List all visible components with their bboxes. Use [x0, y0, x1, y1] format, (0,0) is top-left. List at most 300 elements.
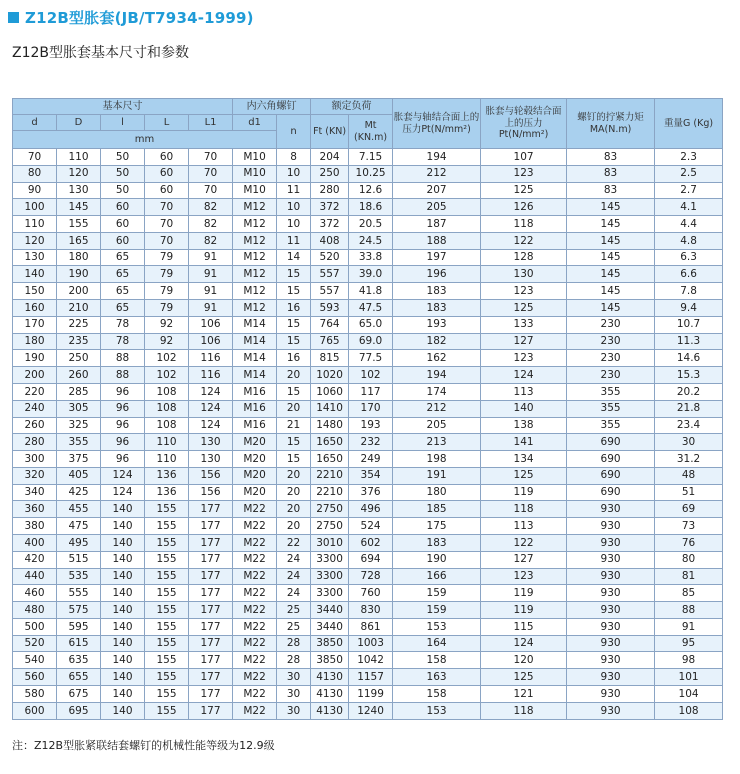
cell-ft: 3440	[311, 618, 349, 635]
cell-mt: 39.0	[349, 266, 393, 283]
cell-n: 20	[277, 484, 311, 501]
cell-hub-pressure: 124	[481, 367, 567, 384]
cell-mt: 496	[349, 501, 393, 518]
cell-d1: M22	[233, 585, 277, 602]
footnote: 注：Z12B型胀紧联结套螺钉的机械性能等级为12.9级	[12, 739, 275, 752]
cell-L1: 156	[189, 484, 233, 501]
cell-weight: 98	[655, 652, 723, 669]
cell-l: 78	[101, 316, 145, 333]
cell-L1: 177	[189, 568, 233, 585]
cell-torque: 930	[567, 702, 655, 719]
section-title	[8, 6, 254, 28]
cell-mt: 170	[349, 400, 393, 417]
cell-d1: M10	[233, 149, 277, 166]
cell-L1: 177	[189, 652, 233, 669]
cell-D: 285	[57, 383, 101, 400]
cell-n: 25	[277, 602, 311, 619]
cell-mt: 117	[349, 383, 393, 400]
cell-mt: 193	[349, 417, 393, 434]
cell-shaft-pressure: 197	[393, 249, 481, 266]
cell-ft: 204	[311, 149, 349, 166]
cell-n: 11	[277, 232, 311, 249]
cell-weight: 23.4	[655, 417, 723, 434]
cell-n: 15	[277, 434, 311, 451]
cell-shaft-pressure: 205	[393, 417, 481, 434]
cell-d1: M16	[233, 400, 277, 417]
cell-L1: 177	[189, 686, 233, 703]
cell-hub-pressure: 123	[481, 165, 567, 182]
cell-l: 88	[101, 350, 145, 367]
cell-d1: M10	[233, 182, 277, 199]
cell-L: 155	[145, 652, 189, 669]
cell-n: 24	[277, 551, 311, 568]
cell-L1: 91	[189, 266, 233, 283]
cell-l: 140	[101, 602, 145, 619]
spec-table	[12, 98, 723, 720]
cell-weight: 20.2	[655, 383, 723, 400]
table-row	[13, 182, 723, 199]
header-L1: L1	[189, 115, 233, 131]
table-row	[13, 266, 723, 283]
cell-d: 190	[13, 350, 57, 367]
cell-L1: 177	[189, 585, 233, 602]
cell-d: 540	[13, 652, 57, 669]
cell-mt: 760	[349, 585, 393, 602]
table-row	[13, 149, 723, 166]
cell-shaft-pressure: 193	[393, 316, 481, 333]
cell-l: 140	[101, 518, 145, 535]
cell-shaft-pressure: 205	[393, 199, 481, 216]
cell-L: 155	[145, 702, 189, 719]
header-ft: Ft (KN)	[311, 115, 349, 149]
cell-D: 110	[57, 149, 101, 166]
cell-d1: M12	[233, 283, 277, 300]
cell-ft: 2750	[311, 518, 349, 535]
cell-shaft-pressure: 180	[393, 484, 481, 501]
cell-L1: 91	[189, 300, 233, 317]
table-row	[13, 702, 723, 719]
cell-d: 90	[13, 182, 57, 199]
cell-d1: M10	[233, 165, 277, 182]
cell-weight: 81	[655, 568, 723, 585]
cell-shaft-pressure: 207	[393, 182, 481, 199]
cell-shaft-pressure: 183	[393, 283, 481, 300]
cell-torque: 690	[567, 484, 655, 501]
cell-l: 50	[101, 149, 145, 166]
cell-d1: M22	[233, 686, 277, 703]
cell-L: 70	[145, 216, 189, 233]
cell-weight: 15.3	[655, 367, 723, 384]
cell-L1: 70	[189, 165, 233, 182]
cell-hub-pressure: 123	[481, 283, 567, 300]
header-d: d	[13, 115, 57, 131]
cell-L: 110	[145, 451, 189, 468]
cell-D: 325	[57, 417, 101, 434]
cell-L1: 124	[189, 400, 233, 417]
cell-D: 615	[57, 635, 101, 652]
cell-hub-pressure: 125	[481, 300, 567, 317]
cell-n: 11	[277, 182, 311, 199]
cell-hub-pressure: 120	[481, 652, 567, 669]
cell-mt: 728	[349, 568, 393, 585]
table-row	[13, 652, 723, 669]
table-row	[13, 451, 723, 468]
table-row	[13, 518, 723, 535]
cell-d1: M12	[233, 266, 277, 283]
cell-mt: 232	[349, 434, 393, 451]
cell-torque: 355	[567, 417, 655, 434]
cell-L: 155	[145, 568, 189, 585]
cell-L1: 177	[189, 702, 233, 719]
cell-L: 102	[145, 367, 189, 384]
cell-shaft-pressure: 182	[393, 333, 481, 350]
cell-l: 50	[101, 182, 145, 199]
header-rated-load: 额定负荷	[311, 99, 393, 115]
cell-mt: 602	[349, 534, 393, 551]
cell-n: 14	[277, 249, 311, 266]
cell-weight: 6.6	[655, 266, 723, 283]
cell-d1: M14	[233, 316, 277, 333]
header-tightening-torque: 螺钉的拧紧力矩MA(N.m)	[567, 99, 655, 149]
cell-d: 600	[13, 702, 57, 719]
cell-l: 140	[101, 635, 145, 652]
cell-hub-pressure: 140	[481, 400, 567, 417]
cell-L1: 177	[189, 534, 233, 551]
header-mt: Mt (KN.m)	[349, 115, 393, 149]
cell-D: 375	[57, 451, 101, 468]
cell-weight: 95	[655, 635, 723, 652]
cell-ft: 764	[311, 316, 349, 333]
cell-hub-pressure: 125	[481, 669, 567, 686]
cell-hub-pressure: 124	[481, 635, 567, 652]
cell-mt: 102	[349, 367, 393, 384]
cell-hub-pressure: 127	[481, 551, 567, 568]
cell-L: 155	[145, 551, 189, 568]
cell-L: 79	[145, 283, 189, 300]
cell-L: 92	[145, 316, 189, 333]
cell-d1: M22	[233, 518, 277, 535]
cell-weight: 7.8	[655, 283, 723, 300]
cell-d1: M12	[233, 300, 277, 317]
cell-d: 460	[13, 585, 57, 602]
cell-D: 635	[57, 652, 101, 669]
header-hub-pressure: 胀套与轮毂结合面上的压力Pt(N/mm²)	[481, 99, 567, 149]
cell-D: 120	[57, 165, 101, 182]
cell-D: 405	[57, 467, 101, 484]
cell-mt: 12.6	[349, 182, 393, 199]
cell-hub-pressure: 119	[481, 585, 567, 602]
table-row	[13, 400, 723, 417]
cell-D: 305	[57, 400, 101, 417]
cell-d1: M22	[233, 618, 277, 635]
cell-L: 92	[145, 333, 189, 350]
cell-L: 60	[145, 165, 189, 182]
cell-D: 595	[57, 618, 101, 635]
table-row	[13, 316, 723, 333]
cell-weight: 21.8	[655, 400, 723, 417]
cell-mt: 18.6	[349, 199, 393, 216]
cell-L1: 177	[189, 551, 233, 568]
cell-mt: 10.25	[349, 165, 393, 182]
cell-mt: 77.5	[349, 350, 393, 367]
cell-torque: 145	[567, 249, 655, 266]
cell-l: 140	[101, 551, 145, 568]
cell-ft: 372	[311, 216, 349, 233]
cell-hub-pressure: 122	[481, 534, 567, 551]
cell-l: 96	[101, 400, 145, 417]
header-basic-size: 基本尺寸	[13, 99, 233, 115]
cell-l: 88	[101, 367, 145, 384]
cell-L: 60	[145, 149, 189, 166]
table-row	[13, 686, 723, 703]
cell-d1: M20	[233, 451, 277, 468]
table-row	[13, 350, 723, 367]
cell-d: 220	[13, 383, 57, 400]
cell-n: 20	[277, 467, 311, 484]
cell-shaft-pressure: 212	[393, 165, 481, 182]
cell-ft: 1020	[311, 367, 349, 384]
cell-shaft-pressure: 187	[393, 216, 481, 233]
cell-weight: 30	[655, 434, 723, 451]
cell-ft: 1650	[311, 434, 349, 451]
cell-L1: 82	[189, 199, 233, 216]
cell-n: 10	[277, 199, 311, 216]
cell-l: 140	[101, 534, 145, 551]
cell-torque: 930	[567, 602, 655, 619]
cell-weight: 2.7	[655, 182, 723, 199]
cell-d: 440	[13, 568, 57, 585]
cell-d: 480	[13, 602, 57, 619]
cell-d: 200	[13, 367, 57, 384]
cell-l: 140	[101, 568, 145, 585]
cell-ft: 1410	[311, 400, 349, 417]
cell-d1: M12	[233, 249, 277, 266]
cell-D: 210	[57, 300, 101, 317]
cell-ft: 3010	[311, 534, 349, 551]
cell-weight: 80	[655, 551, 723, 568]
cell-ft: 520	[311, 249, 349, 266]
cell-d: 240	[13, 400, 57, 417]
cell-mt: 69.0	[349, 333, 393, 350]
cell-L: 155	[145, 585, 189, 602]
cell-L: 155	[145, 669, 189, 686]
cell-d1: M20	[233, 434, 277, 451]
cell-shaft-pressure: 153	[393, 618, 481, 635]
table-row	[13, 249, 723, 266]
cell-d: 500	[13, 618, 57, 635]
cell-hub-pressure: 128	[481, 249, 567, 266]
cell-torque: 930	[567, 652, 655, 669]
cell-weight: 104	[655, 686, 723, 703]
table-row	[13, 467, 723, 484]
cell-L1: 156	[189, 467, 233, 484]
cell-torque: 930	[567, 568, 655, 585]
cell-L: 60	[145, 182, 189, 199]
cell-torque: 83	[567, 149, 655, 166]
cell-torque: 930	[567, 635, 655, 652]
cell-mt: 861	[349, 618, 393, 635]
cell-weight: 51	[655, 484, 723, 501]
cell-D: 695	[57, 702, 101, 719]
cell-D: 155	[57, 216, 101, 233]
cell-ft: 2750	[311, 501, 349, 518]
cell-D: 535	[57, 568, 101, 585]
cell-D: 180	[57, 249, 101, 266]
square-bullet-icon	[8, 12, 19, 23]
cell-shaft-pressure: 183	[393, 534, 481, 551]
table-row	[13, 417, 723, 434]
table-row	[13, 635, 723, 652]
cell-D: 250	[57, 350, 101, 367]
cell-l: 124	[101, 484, 145, 501]
cell-ft: 3440	[311, 602, 349, 619]
cell-n: 16	[277, 350, 311, 367]
table-row	[13, 618, 723, 635]
table-row	[13, 434, 723, 451]
cell-weight: 108	[655, 702, 723, 719]
cell-l: 96	[101, 383, 145, 400]
cell-n: 15	[277, 333, 311, 350]
table-row	[13, 551, 723, 568]
cell-n: 24	[277, 568, 311, 585]
cell-hub-pressure: 115	[481, 618, 567, 635]
cell-D: 425	[57, 484, 101, 501]
cell-L1: 116	[189, 367, 233, 384]
cell-hub-pressure: 113	[481, 383, 567, 400]
cell-hub-pressure: 118	[481, 216, 567, 233]
cell-L1: 116	[189, 350, 233, 367]
cell-d1: M20	[233, 484, 277, 501]
cell-ft: 372	[311, 199, 349, 216]
cell-D: 130	[57, 182, 101, 199]
cell-D: 655	[57, 669, 101, 686]
cell-shaft-pressure: 174	[393, 383, 481, 400]
cell-torque: 930	[567, 669, 655, 686]
cell-L: 70	[145, 232, 189, 249]
cell-torque: 83	[567, 165, 655, 182]
cell-L1: 106	[189, 333, 233, 350]
cell-L1: 177	[189, 501, 233, 518]
cell-torque: 145	[567, 266, 655, 283]
table-row	[13, 300, 723, 317]
cell-hub-pressure: 118	[481, 501, 567, 518]
cell-d: 340	[13, 484, 57, 501]
cell-l: 140	[101, 686, 145, 703]
cell-n: 21	[277, 417, 311, 434]
cell-d1: M14	[233, 367, 277, 384]
cell-L: 155	[145, 518, 189, 535]
table-row	[13, 165, 723, 182]
cell-L: 79	[145, 266, 189, 283]
cell-l: 60	[101, 232, 145, 249]
cell-d: 300	[13, 451, 57, 468]
cell-hub-pressure: 133	[481, 316, 567, 333]
cell-ft: 2210	[311, 484, 349, 501]
cell-hub-pressure: 125	[481, 182, 567, 199]
cell-l: 140	[101, 618, 145, 635]
cell-D: 675	[57, 686, 101, 703]
cell-L: 108	[145, 383, 189, 400]
cell-shaft-pressure: 190	[393, 551, 481, 568]
table-row	[13, 283, 723, 300]
cell-l: 78	[101, 333, 145, 350]
cell-d: 170	[13, 316, 57, 333]
cell-mt: 694	[349, 551, 393, 568]
cell-mt: 830	[349, 602, 393, 619]
cell-l: 65	[101, 249, 145, 266]
cell-torque: 930	[567, 585, 655, 602]
cell-d: 160	[13, 300, 57, 317]
cell-weight: 48	[655, 467, 723, 484]
cell-torque: 145	[567, 283, 655, 300]
cell-torque: 690	[567, 434, 655, 451]
cell-torque: 930	[567, 518, 655, 535]
cell-l: 140	[101, 702, 145, 719]
cell-d: 560	[13, 669, 57, 686]
cell-L1: 82	[189, 216, 233, 233]
cell-n: 15	[277, 451, 311, 468]
cell-L1: 70	[189, 149, 233, 166]
cell-hub-pressure: 107	[481, 149, 567, 166]
cell-d1: M20	[233, 467, 277, 484]
cell-n: 15	[277, 283, 311, 300]
cell-l: 124	[101, 467, 145, 484]
cell-shaft-pressure: 175	[393, 518, 481, 535]
cell-weight: 6.3	[655, 249, 723, 266]
cell-L: 79	[145, 300, 189, 317]
cell-torque: 355	[567, 400, 655, 417]
table-row	[13, 501, 723, 518]
cell-D: 225	[57, 316, 101, 333]
table-row	[13, 585, 723, 602]
cell-d1: M16	[233, 383, 277, 400]
cell-d: 110	[13, 216, 57, 233]
cell-torque: 930	[567, 551, 655, 568]
cell-L1: 82	[189, 232, 233, 249]
header-shaft-pressure: 胀套与轴结合面上的压力Pt(N/mm²)	[393, 99, 481, 149]
cell-L1: 124	[189, 383, 233, 400]
cell-L: 108	[145, 417, 189, 434]
cell-shaft-pressure: 159	[393, 602, 481, 619]
cell-mt: 41.8	[349, 283, 393, 300]
cell-L1: 177	[189, 635, 233, 652]
cell-L: 155	[145, 618, 189, 635]
cell-ft: 3300	[311, 585, 349, 602]
cell-ft: 3300	[311, 568, 349, 585]
cell-n: 15	[277, 316, 311, 333]
cell-hub-pressure: 125	[481, 467, 567, 484]
cell-shaft-pressure: 163	[393, 669, 481, 686]
cell-shaft-pressure: 212	[393, 400, 481, 417]
cell-hub-pressure: 113	[481, 518, 567, 535]
table-row	[13, 484, 723, 501]
cell-weight: 4.1	[655, 199, 723, 216]
header-unit-mm: mm	[13, 131, 277, 149]
cell-l: 50	[101, 165, 145, 182]
cell-n: 25	[277, 618, 311, 635]
cell-d: 520	[13, 635, 57, 652]
table-row	[13, 333, 723, 350]
cell-mt: 7.15	[349, 149, 393, 166]
cell-mt: 47.5	[349, 300, 393, 317]
header-d1: d1	[233, 115, 277, 131]
cell-L1: 177	[189, 518, 233, 535]
cell-d: 320	[13, 467, 57, 484]
cell-shaft-pressure: 194	[393, 149, 481, 166]
cell-hub-pressure: 138	[481, 417, 567, 434]
cell-ft: 3850	[311, 635, 349, 652]
cell-L: 155	[145, 501, 189, 518]
